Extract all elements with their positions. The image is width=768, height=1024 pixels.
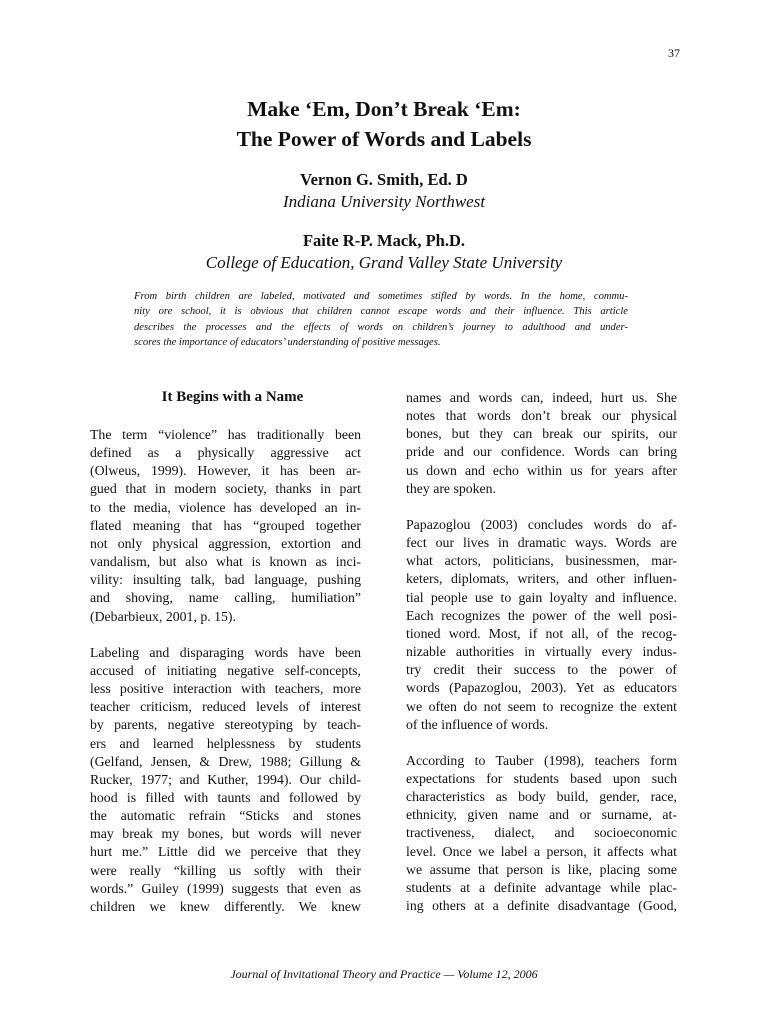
author-name: Vernon G. Smith, Ed. D (300, 170, 468, 189)
journal-footer: Journal of Invitational Theory and Practice — Volume 12, 2006 (230, 967, 538, 981)
text-line: (Debarbieux, 2001, p. 15). (90, 608, 236, 624)
text-line: by parents, negative stereotyping by teach- (90, 717, 361, 733)
text-line: we assume that person is like, placing some (406, 861, 677, 877)
text-line: fect our lives in dramatic ways. Words are (406, 535, 677, 551)
abstract-line: nity ore school, it is obvious that children cannot escape words and their influence. This article (134, 306, 628, 318)
text-line: ethnicity, given name and or surname, at- (406, 807, 677, 823)
text-line: Rucker, 1977; and Kuther, 1994). Our child- (90, 771, 361, 787)
text-line: words.” Guiley (1999) suggests that even as (90, 880, 361, 896)
text-line: the automatic refrain “Sticks and stones (90, 808, 361, 824)
article-title (0, 94, 768, 154)
title-line-2: The Power of Words and Labels (236, 127, 532, 151)
text-line: notes that words don’t break our physical (406, 408, 677, 424)
text-line: ing others at a definite disadvantage (Good, (406, 898, 677, 914)
author-block-2 (0, 230, 768, 274)
text-line: us down and echo within us for years after (406, 462, 677, 478)
text-line: what actors, politicians, businessmen, mar- (406, 553, 677, 569)
text-line: children we knew differently. We knew (90, 898, 361, 914)
abstract-line: From birth children are labeled, motivated and sometimes stifled by words. In the home, commu- (134, 291, 628, 302)
text-line: According to Tauber (1998), teachers form (406, 752, 677, 768)
text-line: tioned word. Most, if not all, of the recog- (406, 625, 677, 641)
text-line: to the media, violence has developed an in- (90, 499, 361, 515)
text-line: students at a definite advantage while plac- (406, 879, 677, 895)
paragraph (406, 389, 677, 498)
text-line: level. Once we label a person, it affects what (406, 843, 677, 859)
text-line: The term “violence” has traditionally been (90, 427, 361, 442)
text-line: and shoving, name calling, humiliation” (90, 590, 361, 606)
title-line-1: Make ‘Em, Don’t Break ‘Em: (247, 97, 521, 121)
left-column (90, 386, 361, 934)
text-line: nizable authorities in virtually every indus- (406, 644, 677, 660)
text-line: try credit their success to the power of (406, 662, 677, 678)
abstract-line: scores the importance of educators’ understanding of positive messages. (134, 337, 441, 349)
text-line: vandalism, but also what is known as inci- (90, 554, 361, 570)
paragraph (90, 426, 361, 626)
paragraph (406, 516, 677, 734)
text-line: accused of initiating negative self-concepts, (90, 662, 361, 678)
abstract-line: describes the processes and the effects of words on children’s journey to adulthood and under- (134, 321, 628, 333)
text-line: keters, diplomats, writers, and other influen- (406, 571, 677, 587)
text-line: teacher criticism, reduced levels of interest (90, 699, 361, 715)
text-line: pride and our confidence. Words can bring (406, 444, 677, 460)
text-line: defined as a physically aggressive act (90, 445, 361, 461)
abstract (134, 289, 628, 351)
paragraph (406, 752, 677, 915)
text-line: vility: insulting talk, bad language, pushing (90, 572, 361, 588)
text-line: were really “killing us softly with their (90, 862, 361, 878)
text-line: Each recognizes the power of the well posi- (406, 607, 677, 623)
text-line: names and words can, indeed, hurt us. She (406, 390, 677, 405)
text-line: characteristics as body build, gender, race, (406, 789, 677, 805)
text-line: tractiveness, dialect, and socioeconomic (406, 825, 677, 841)
author-block-1 (0, 169, 768, 213)
text-line: may break my bones, but words will never (90, 826, 361, 842)
text-line: hurt me.” Little did we perceive that they (90, 844, 361, 860)
paragraph (90, 644, 361, 916)
text-line: not only physical aggression, extortion and (90, 535, 361, 551)
text-line: ers and learned helplessness by students (90, 735, 361, 751)
section-heading: It Begins with a Name (161, 389, 304, 405)
text-line: flated meaning that has “grouped together (90, 517, 361, 533)
text-line: gued that in modern society, thanks in part (90, 481, 361, 497)
text-line: less positive interaction with teachers, more (90, 681, 361, 697)
right-column (406, 389, 677, 933)
text-line: they are spoken. (406, 480, 497, 496)
text-line: tial people use to gain loyalty and influence. (406, 589, 677, 605)
text-line: words (Papazoglou, 2003). Yet as educators (406, 680, 677, 696)
page-number: 37 (668, 46, 680, 60)
text-line: expectations for students based upon such (406, 770, 677, 786)
text-line: Papazoglou (2003) concludes words do af- (406, 516, 677, 532)
author-affiliation: Indiana University Northwest (282, 192, 486, 211)
author-affiliation: College of Education, Grand Valley State University (205, 253, 563, 272)
text-line: of the influence of words. (406, 716, 549, 732)
text-line: Labeling and disparaging words have been (90, 644, 361, 660)
text-line: bones, but they can break our spirits, our (406, 426, 677, 442)
text-line: (Gelfand, Jensen, & Drew, 1988; Gillung & (90, 753, 361, 769)
text-line: we often do not seem to recognize the extent (406, 698, 677, 714)
text-line: hood is filled with taunts and followed by (90, 789, 361, 805)
text-line: (Olweus, 1999). However, it has been ar- (90, 463, 361, 479)
author-name: Faite R-P. Mack, Ph.D. (302, 231, 466, 250)
